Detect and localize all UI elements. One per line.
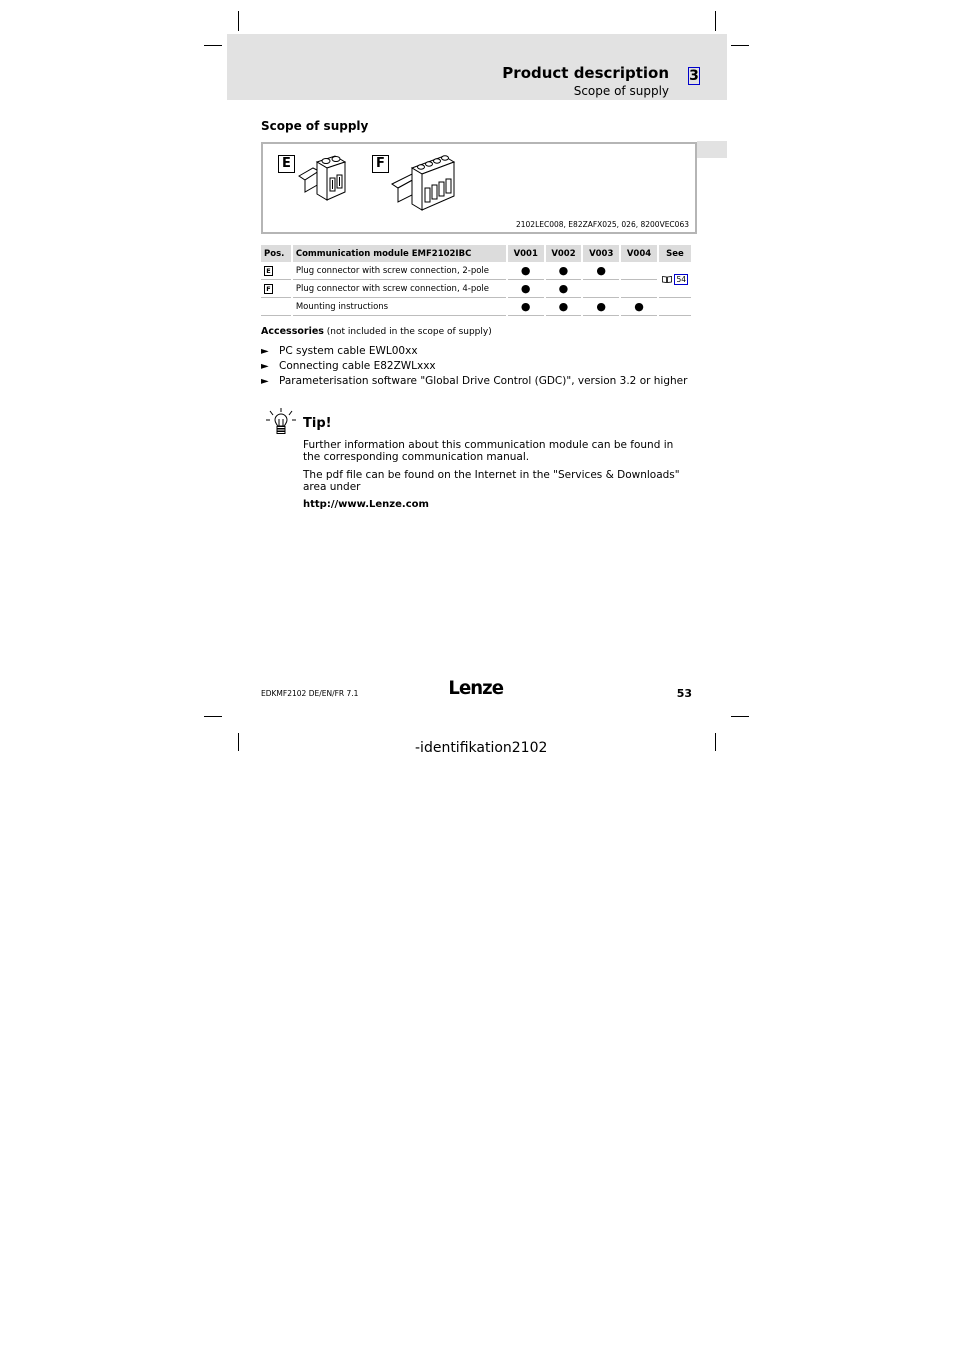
accessories-list	[261, 345, 687, 390]
accessories-label: Accessories	[261, 326, 324, 337]
column-header: Communication module EMF2102IBC	[293, 245, 506, 262]
column-header: V004	[621, 245, 657, 262]
identification-text: -identifikation2102	[415, 740, 548, 756]
list-item	[261, 360, 687, 375]
crop-mark	[731, 716, 749, 717]
page-number: 53	[676, 687, 692, 700]
description-cell: Plug connector with screw connection, 2-pole	[293, 262, 506, 280]
list-item-text: PC system cable EWL00xx	[279, 345, 418, 357]
chapter-side-tab	[697, 141, 727, 158]
v003-cell	[583, 280, 619, 298]
bullet-arrow-icon: ►	[261, 346, 269, 357]
section-title: Scope of supply	[261, 119, 369, 133]
crop-mark	[731, 45, 749, 46]
table-row	[261, 262, 691, 280]
figure-caption: 2102LEC008, E82ZAFX025, 026, 8200VEC063	[515, 220, 689, 229]
v004-cell: ●	[621, 298, 657, 316]
v001-cell: ●	[508, 262, 544, 280]
lenze-logo: Lenze	[448, 677, 504, 699]
crop-mark	[238, 733, 239, 751]
pos-cell	[261, 298, 291, 316]
figure-panel	[261, 142, 697, 234]
bullet-arrow-icon: ►	[261, 361, 269, 372]
tip-title: Tip!	[303, 416, 332, 431]
bullet-arrow-icon: ►	[261, 376, 269, 387]
v002-cell: ●	[546, 280, 582, 298]
pos-cell	[261, 280, 291, 298]
list-item-text: Connecting cable E82ZWLxxx	[279, 360, 436, 372]
tip-paragraph-1: Further information about this communication module can be found in the corresponding communication manual.	[303, 439, 674, 463]
chapter-title: Product description	[502, 64, 669, 82]
column-header: See	[659, 245, 691, 262]
table-row	[261, 280, 691, 298]
v001-cell: ●	[508, 280, 544, 298]
accessories-heading	[261, 326, 492, 337]
crop-mark	[715, 11, 716, 31]
v004-cell	[621, 262, 657, 280]
v002-cell: ●	[546, 298, 582, 316]
table-header-row	[261, 245, 691, 262]
v001-cell: ●	[508, 298, 544, 316]
scope-table	[259, 245, 693, 316]
chapter-subtitle: Scope of supply	[573, 84, 669, 98]
see-page-link[interactable]: 54	[676, 275, 686, 284]
crop-mark	[204, 716, 222, 717]
list-item	[261, 345, 687, 360]
book-icon	[662, 276, 672, 283]
figure-label-f: F	[372, 155, 389, 173]
list-item-text: Parameterisation software "Global Drive Control (GDC)", version 3.2 or higher	[279, 375, 688, 387]
pos-badge: E	[264, 266, 273, 276]
lightbulb-icon	[265, 407, 297, 437]
see-reference-cell	[659, 262, 691, 298]
v004-cell	[621, 280, 657, 298]
crop-mark	[715, 733, 716, 751]
pos-cell	[261, 262, 291, 280]
chapter-number-link[interactable]: 3	[689, 68, 699, 84]
see-empty-cell	[659, 298, 691, 316]
description-cell: Plug connector with screw connection, 4-pole	[293, 280, 506, 298]
table-row	[261, 298, 691, 316]
crop-mark	[204, 45, 222, 46]
connector-2pole-icon	[297, 154, 349, 206]
connector-4pole-icon	[390, 154, 458, 212]
list-item	[261, 375, 687, 390]
figure-label-e: E	[278, 155, 295, 173]
description-cell: Mounting instructions	[293, 298, 506, 316]
column-header: V001	[508, 245, 544, 262]
tip-paragraph-2: The pdf file can be found on the Internet in the "Services & Downloads" area under	[303, 469, 680, 493]
v003-cell: ●	[583, 262, 619, 280]
v002-cell: ●	[546, 262, 582, 280]
v003-cell: ●	[583, 298, 619, 316]
accessories-note: (not included in the scope of supply)	[323, 327, 492, 337]
column-header: V002	[546, 245, 582, 262]
lenze-website-link[interactable]: http://www.Lenze.com	[303, 499, 429, 510]
pos-badge: F	[264, 284, 273, 294]
crop-mark	[238, 11, 239, 31]
document-id: EDKMF2102 DE/EN/FR 7.1	[261, 689, 359, 698]
column-header: Pos.	[261, 245, 291, 262]
column-header: V003	[583, 245, 619, 262]
